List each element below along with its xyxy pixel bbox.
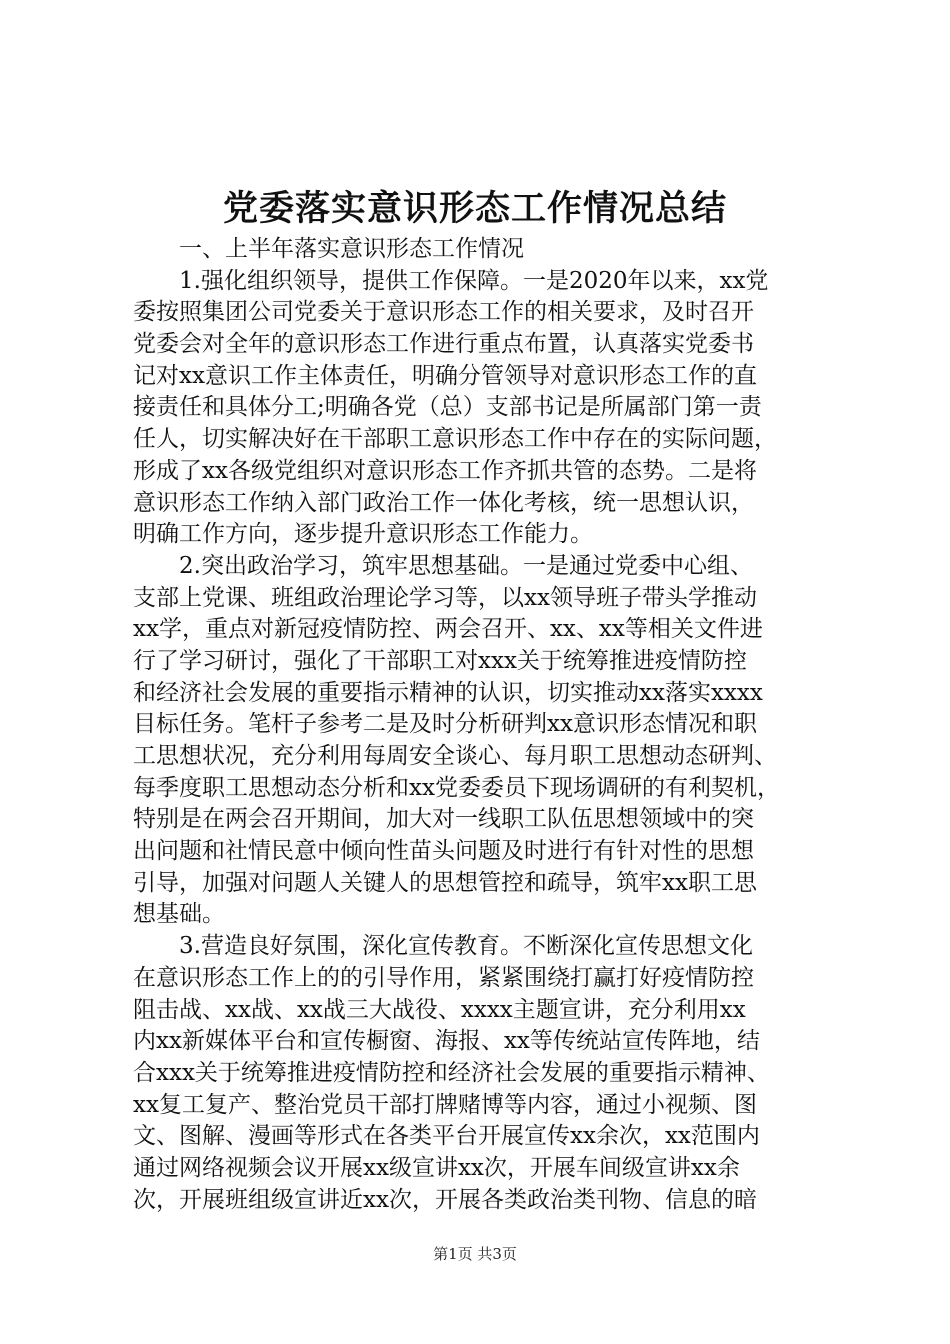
paragraph-line: 1.强化组织领导，提供工作保障。一是2020年以来，xx党 bbox=[179, 267, 769, 294]
paragraph-line: xx复工复产、整治党员干部打牌赌博等内容，通过小视频、图 bbox=[133, 1091, 757, 1118]
paragraph-line: 接责任和具体分工;明确各党（总）支部书记是所属部门第一责 bbox=[133, 394, 762, 421]
paragraph-line: 党委会对全年的意识形态工作进行重点布置，认真落实党委书 bbox=[133, 331, 754, 358]
paragraph-line: 内xx新媒体平台和宣传橱窗、海报、xx等传统站宣传阵地，结 bbox=[133, 1028, 760, 1055]
paragraph-line: 3.营造良好氛围，深化宣传教育。不断深化宣传思想文化 bbox=[179, 933, 753, 960]
paragraph-line: 文、图解、漫画等形式在各类平台开展宣传xx余次，xx范围内 bbox=[133, 1123, 760, 1150]
paragraph-line: 通过网络视频会议开展xx级宣讲xx次，开展车间级宣讲xx余 bbox=[133, 1154, 740, 1181]
paragraph-line: 委按照集团公司党委关于意识形态工作的相关要求，及时召开 bbox=[133, 299, 754, 326]
paragraph-line: 意识形态工作纳入部门政治工作一体化考核，统一思想认识， bbox=[133, 489, 754, 516]
paragraph-line: 引导，加强对问题人关键人的思想管控和疏导，筑牢xx职工思 bbox=[133, 869, 757, 896]
paragraph-line: 合xxx关于统筹推进疫情防控和经济社会发展的重要指示精神、 bbox=[133, 1059, 770, 1086]
document-title: 党委落实意识形态工作情况总结 bbox=[222, 188, 727, 229]
paragraph-line: 想基础。 bbox=[133, 901, 225, 928]
paragraph-line: 行了学习研讨，强化了干部职工对xxx关于统筹推进疫情防控 bbox=[133, 647, 747, 674]
paragraph-line: 每季度职工思想动态分析和xx党委委员下现场调研的有利契机， bbox=[133, 774, 780, 801]
paragraph-line: 形成了xx各级党组织对意识形态工作齐抓共管的态势。二是将 bbox=[133, 457, 757, 484]
paragraph-line: 记对xx意识工作主体责任，明确分管领导对意识形态工作的直 bbox=[133, 362, 757, 389]
document-body bbox=[133, 234, 843, 1216]
paragraph-line: xx学，重点对新冠疫情防控、两会召开、xx、xx等相关文件进 bbox=[133, 616, 763, 643]
paragraph-line: 明确工作方向，逐步提升意识形态工作能力。 bbox=[133, 521, 593, 548]
paragraph-line: 任人，切实解决好在干部职工意识形态工作中存在的实际问题， bbox=[133, 426, 777, 453]
paragraph-line: 阻击战、xx战、xx战三大战役、xxxx主题宣讲，充分利用xx bbox=[133, 996, 746, 1023]
paragraph-line: 支部上党课、班组政治理论学习等，以xx领导班子带头学推动 bbox=[133, 584, 757, 611]
paragraph-line: 特别是在两会召开期间，加大对一线职工队伍思想领域中的突 bbox=[133, 806, 754, 833]
paragraph-line: 和经济社会发展的重要指示精神的认识，切实推动xx落实xxxx bbox=[133, 679, 763, 706]
paragraph-line: 目标任务。笔杆子参考二是及时分析研判xx意识形态情况和职 bbox=[133, 711, 757, 738]
page-footer: 第1页 共3页 bbox=[433, 1245, 517, 1263]
paragraph-line: 在意识形态工作上的的引导作用，紧紧围绕打赢打好疫情防控 bbox=[133, 964, 754, 991]
paragraph-line: 出问题和社情民意中倾向性苗头问题及时进行有针对性的思想 bbox=[133, 838, 754, 865]
paragraph-line: 次，开展班组级宣讲近xx次，开展各类政治类刊物、信息的暗 bbox=[133, 1186, 757, 1213]
section-heading: 一、上半年落实意识形态工作情况 bbox=[179, 236, 524, 262]
paragraph-line: 2.突出政治学习，筑牢思想基础。一是通过党委中心组、 bbox=[179, 552, 753, 579]
paragraph-line: 工思想状况，充分利用每周安全谈心、每月职工思想动态研判、 bbox=[133, 743, 777, 769]
